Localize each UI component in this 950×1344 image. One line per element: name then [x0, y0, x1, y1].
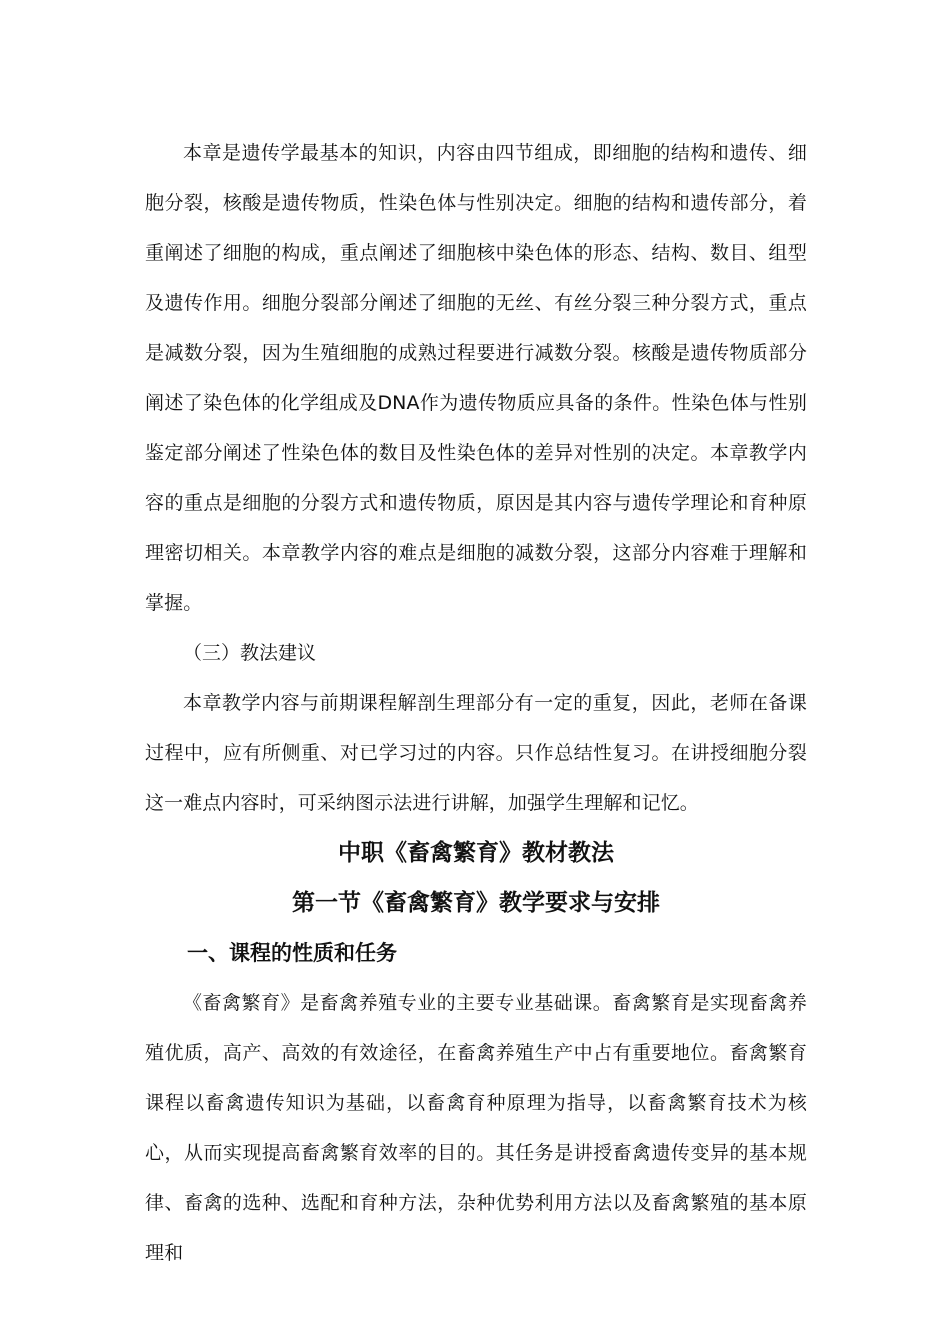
subheading-teaching-suggestions: （三）教法建议 — [183, 642, 317, 664]
section-heading: 一、课程的性质和任务 — [187, 941, 397, 965]
paragraph-course-nature: 《畜禽繁育》是畜禽养殖专业的主要专业基础课。畜禽繁育是实现畜禽养殖优质，高产、高效的有效途径，在畜禽养殖生产中占有重要地位。畜禽繁育课程以畜禽遗传知识为基础，以畜禽育种原理为指导，以畜禽繁育技术为核心，从而实现提高畜禽繁育效率的目的。其任务是讲授畜禽遗传变异的基本规律、畜禽的选种、选配和育种方法，杂种优势利用方法以及畜禽繁殖的基本原理和 — [145, 992, 807, 1264]
section-title: 第一节《畜禽繁育》教学要求与安排 — [292, 890, 660, 916]
document-body — [145, 128, 807, 1278]
paragraph-chapter-summary: 本章是遗传学最基本的知识，内容由四节组成，即细胞的结构和遗传、细胞分裂，核酸是遗传物质，性染色体与性别决定。细胞的结构和遗传部分，着重阐述了细胞的构成，重点阐述了细胞核中染色体的形态、结构、数目、组型及遗传作用。细胞分裂部分阐述了细胞的无丝、有丝分裂三种分裂方式，重点是减数分裂，因为生殖细胞的成熟过程要进行减数分裂。核酸是遗传物质部分阐述了染色体的化学组成及DNA作为遗传物质应具备的条件。性染色体与性别鉴定部分阐述了性染色体的数目及性染色体的差异对性别的决定。本章教学内容的重点是细胞的分裂方式和遗传物质，原因是其内容与遗传学理论和育种原理密切相关。本章教学内容的难点是细胞的减数分裂，这部分内容难于理解和掌握。 — [145, 142, 807, 614]
paragraph-teaching-suggestions: 本章教学内容与前期课程解剖生理部分有一定的重复，因此，老师在备课过程中，应有所侧重、对已学习过的内容。只作总结性复习。在讲授细胞分裂这一难点内容时，可采纳图示法进行讲解，加强学生理解和记忆。 — [145, 692, 807, 814]
document-title: 中职《畜禽繁育》教材教法 — [338, 840, 614, 866]
